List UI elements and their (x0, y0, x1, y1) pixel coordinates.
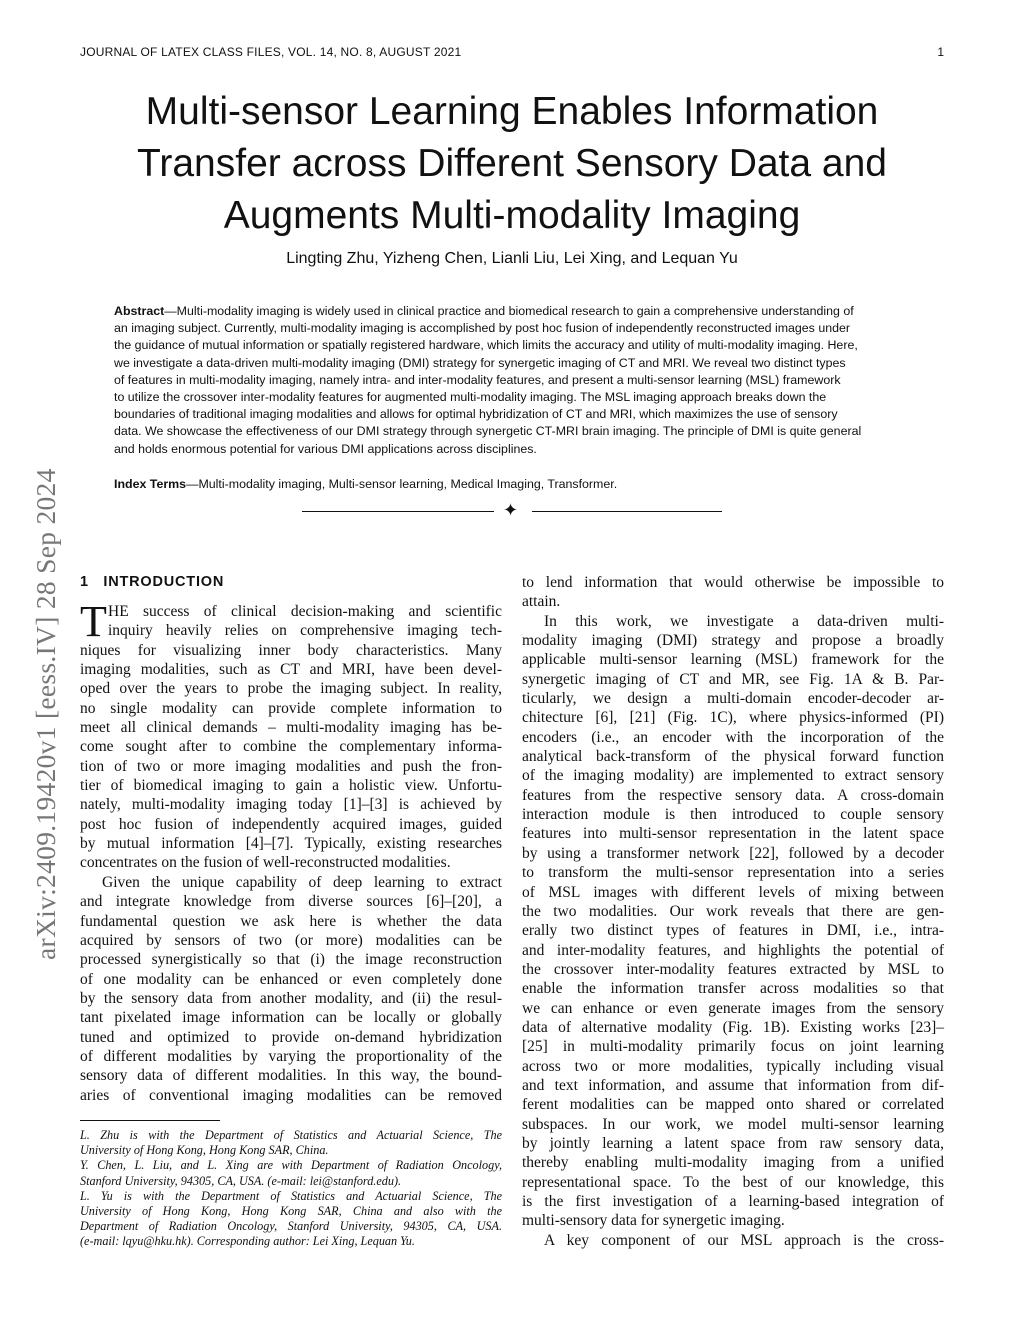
body-text-line: processed synergistically so that (i) the image reconstruction (80, 951, 502, 969)
body-text-line: and inter-modality features, and highlights the potential of (522, 941, 944, 959)
abstract (114, 303, 911, 458)
body-text-line: of different modalities by varying the proportionality of the (80, 1047, 502, 1065)
body-text-line: enable the information transfer across modalities so that (522, 980, 944, 998)
footnote-line: Department of Radiation Oncology, Stanford University, 94305, CA, USA. (80, 1219, 502, 1234)
page-number: 1 (937, 45, 944, 59)
body-text-line: encoders (i.e., an encoder with the incorporation of the (522, 728, 944, 746)
body-text-line: imaging modalities, such as CT and MRI, have been devel- (80, 661, 502, 679)
body-text-line: sensory data of different modalities. In this way, the bound- (80, 1067, 502, 1085)
body-text-line: post hoc fusion of independently acquired images, guided (80, 815, 502, 833)
abstract-text: —Multi-modality imaging is widely used in clinical practice and biomedical research to gain a comprehensive understanding of (164, 304, 854, 318)
body-text-line: to transform the multi-sensor representation into a series (522, 864, 944, 882)
body-text-line: meet all clinical demands – multi-modality imaging has be- (80, 719, 502, 737)
abstract-text: data. We showcase the effectiveness of our DMI strategy through synergetic CT-MRI brain imaging. The principle of DMI is quite general (114, 424, 862, 439)
body-text-line: by using a transformer network [22], followed by a decoder (522, 844, 944, 862)
index-terms (114, 477, 911, 491)
body-text-line: concentrates on the fusion of well-reconstructed modalities. (80, 854, 451, 872)
body-text-line: subspaces. In our work, we model multi-sensor learning (522, 1115, 944, 1133)
body-text-line: attain. (522, 593, 561, 611)
footnote-line: (e-mail: lqyu@hku.hk). Corresponding author: Lei Xing, Lequan Yu. (80, 1234, 415, 1249)
body-text-line: acquired by sensors of two (or more) modalities can be (80, 931, 502, 949)
footnotes (80, 1128, 502, 1250)
body-text-line: multi-sensory data for synergetic imaging. (522, 1212, 785, 1230)
body-text-line: of the imaging modality) are implemented to extract sensory (522, 767, 944, 785)
body-text-line: oped over the years to probe the imaging subject. In reality, (80, 680, 502, 698)
body-text-line: and text information, and assume that information from dif- (522, 1076, 944, 1094)
body-text-line: thereby enabling multi-modality imaging from a unified (522, 1154, 944, 1172)
body-text-line: nately, multi-modality imaging today [1]–[3] is achieved by (80, 796, 502, 814)
body-text-line: tion of two or more imaging modalities and push the fron- (80, 757, 502, 775)
body-text-line: tuned and optimized to provide on-demand hybridization (80, 1028, 502, 1046)
title-line: Augments Multi-modality Imaging (223, 194, 801, 237)
body-text-line: to lend information that would otherwise be impossible to (522, 574, 944, 591)
body-text-line: niques for visualizing inner body characteristics. Many (80, 641, 502, 659)
body-text-line: aries of conventional imaging modalities can be removed (80, 1086, 502, 1104)
footnote-line: L. Yu is with the Department of Statistics and Actuarial Science, The (80, 1188, 502, 1203)
body-text-line: ferent modalities can be mapped onto shared or correlated (522, 1096, 944, 1114)
body-text-line: ticularly, we design a multi-domain encoder-decoder ar- (522, 690, 944, 708)
paper-title (90, 86, 934, 242)
body-text-line: A key component of our MSL approach is the cross- (544, 1231, 944, 1249)
body-text-line: inquiry heavily relies on comprehensive imaging tech- (108, 622, 502, 640)
body-text-line: HE success of clinical decision-making and scientific (108, 603, 502, 620)
body-text-line: analytical back-transform of the physical forward function (522, 748, 944, 766)
footnote-line: University of Hong Kong, Hong Kong SAR, China. (80, 1143, 329, 1158)
body-text-line: tant pixelated image information can be locally or globally (80, 1009, 502, 1027)
body-text-line: by mutual information [4]–[7]. Typically, existing researches (80, 835, 502, 853)
body-text-line: fundamental question we ask here is whether the data (80, 912, 502, 930)
footnote-rule (80, 1120, 220, 1121)
body-text-line: erally two distinct types of features in DMI, i.e., intra- (522, 922, 944, 940)
title-line: Multi-sensor Learning Enables Information (145, 90, 879, 133)
body-text-line: of one modality can be enhanced or even completely done (80, 970, 502, 988)
divider-rule (532, 511, 722, 512)
divider-diamond-icon: ✦ (503, 500, 519, 520)
body-text-line: the two modalities. Our work reveals that there are gen- (522, 902, 944, 920)
body-text-line: applicable multi-sensor learning (MSL) framework for the (522, 651, 944, 669)
body-text-line: representational space. To the best of our knowledge, this (522, 1173, 944, 1191)
body-text-line: the crossover inter-modality features extracted by MSL to (522, 960, 944, 978)
body-text-line: by the sensory data from another modality, and (ii) the resul- (80, 989, 502, 1007)
index-terms-label: Index Terms (114, 477, 187, 491)
body-text-line: In this work, we investigate a data-driven multi- (544, 612, 944, 630)
abstract-text: of features in multi-modality imaging, namely intra- and inter-modality features, and present a multi-sensor learning (MSL) framework (114, 372, 841, 387)
abstract-text: the guidance of mutual information or spatially registered hardware, which limits the accuracy and utility of multi-modality imaging. Here, (114, 338, 858, 353)
body-text-line: data of alternative modality (Fig. 1B). Existing works [23]– (522, 1018, 944, 1036)
abstract-text: to utilize the crossover inter-modality features for augmented multi-modality imaging. The MSL imaging approach breaks down the (114, 390, 827, 405)
footnote-line: Stanford University, 94305, CA, USA. (e-mail: lei@stanford.edu). (80, 1173, 402, 1188)
author-list: Lingting Zhu, Yizheng Chen, Lianli Liu, Lei Xing, and Lequan Yu (286, 250, 738, 267)
body-text-line: by jointly learning a latent space from raw sensory data, (522, 1134, 944, 1152)
section-title: INTRODUCTION (103, 574, 225, 590)
title-line: Transfer across Different Sensory Data and (136, 142, 887, 185)
body-text-line: and integrate knowledge from diverse sources [6]–[20], a (80, 893, 502, 911)
footnote-line: Y. Chen, L. Liu, and L. Xing are with Department of Radiation Oncology, (80, 1158, 502, 1173)
footnote-line: L. Zhu is with the Department of Statistics and Actuarial Science, The (80, 1128, 502, 1142)
body-text-line: is the first investigation of a learning-based integration of (522, 1193, 944, 1210)
body-text-line: across two or more modalities, typically including visual (522, 1057, 944, 1075)
abstract-text: boundaries of traditional imaging modalities and allows for optimal hybridization of CT and MRI, which maximizes the use of sensory (114, 407, 838, 422)
body-text-line: no single modality can provide complete information to (80, 699, 502, 717)
body-text-line: Given the unique capability of deep learning to extract (102, 873, 502, 891)
abstract-label: Abstract (114, 304, 165, 318)
body-text-line: features into multi-sensor representation in the latent space (522, 825, 944, 843)
body-text-line: synergetic imaging of CT and MR, see Fig. 1A & B. Par- (522, 670, 944, 688)
abstract-text: an imaging subject. Currently, multi-modality imaging is accomplished by post hoc fusion of independently reconstructed images under (114, 321, 851, 336)
body-text-line: features from the respective sensory data. A cross-domain (522, 786, 944, 804)
body-text-line: interaction module is then introduced to couple sensory (522, 806, 944, 824)
body-text-line: tier of biomedical imaging to gain a holistic view. Unfortu- (80, 777, 502, 795)
body-text-line: chitecture [6], [21] (Fig. 1C), where physics-informed (PI) (522, 709, 944, 727)
divider-rule (302, 511, 494, 512)
body-text-line: we can enhance or even generate images from the sensory (522, 999, 944, 1017)
index-terms-text: —Multi-modality imaging, Multi-sensor learning, Medical Imaging, Transformer. (186, 477, 618, 491)
body-text-line: [25] in multi-modality primarily focus on joint learning (522, 1038, 944, 1056)
section-number: 1 (80, 574, 89, 590)
drop-cap: T (80, 597, 107, 646)
body-text-line: of MSL images with different levels of mixing between (522, 883, 944, 901)
body-text-line: modality imaging (DMI) strategy and propose a broadly (522, 632, 944, 650)
abstract-text: we investigate a data-driven multi-modality imaging (DMI) strategy for synergetic imaging of CT and MRI. We reveal two distinct types (114, 355, 846, 370)
running-header: JOURNAL OF LATEX CLASS FILES, VOL. 14, NO. 8, AUGUST 2021 (80, 45, 462, 59)
arxiv-stamp[interactable]: arXiv:2409.19420v1 [eess.IV] 28 Sep 2024 (30, 468, 61, 960)
body-text-line: come sought after to combine the complementary informa- (80, 738, 502, 756)
section-heading (80, 574, 224, 590)
right-column (522, 573, 944, 1250)
left-column (80, 597, 502, 1105)
footnote-line: University of Hong Kong, Hong Kong SAR, China and also with the (80, 1204, 502, 1219)
abstract-text: and holds enormous potential for various DMI applications across disciplines. (114, 441, 537, 456)
